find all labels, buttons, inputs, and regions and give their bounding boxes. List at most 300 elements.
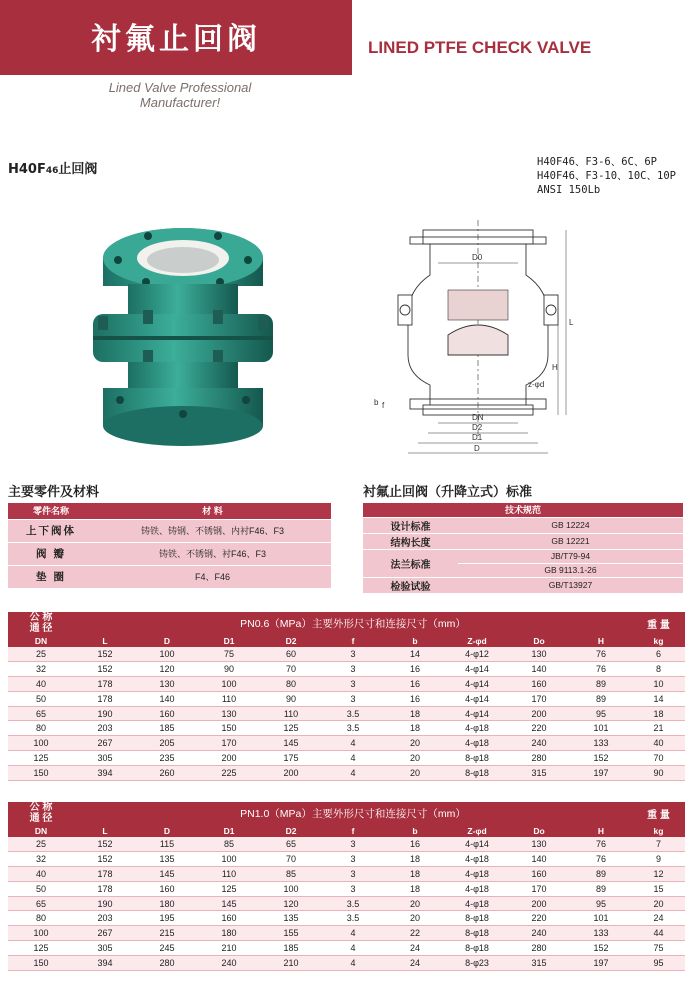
standards-heading: 衬氟止回阀（升降立式）标准 [363, 485, 533, 500]
table-cell: 3 [322, 662, 384, 677]
table-cell: 60 [260, 647, 322, 662]
table-cell: 152 [570, 941, 632, 956]
column-header: kg [632, 824, 685, 837]
table-cell: 101 [570, 911, 632, 926]
table-cell: 150 [8, 765, 74, 780]
table-cell: 152 [74, 662, 136, 677]
std-value: GB 9113.1-26 [458, 563, 683, 577]
table-cell: 8 [632, 662, 685, 677]
table-row [8, 911, 685, 926]
std-key: 法兰标准 [363, 549, 458, 577]
table-cell: 190 [74, 706, 136, 721]
table-cell: 100 [260, 881, 322, 896]
table-cell: 89 [570, 867, 632, 882]
column-header: Do [508, 824, 570, 837]
column-header: D1 [198, 634, 260, 647]
table-cell: 100 [198, 852, 260, 867]
table-cell: 8-φ18 [446, 926, 508, 941]
table-cell: 140 [508, 662, 570, 677]
table-cell: 40 [8, 677, 74, 692]
table-cell: 21 [632, 721, 685, 736]
table-cell: 3.5 [322, 911, 384, 926]
column-header: f [322, 824, 384, 837]
dimension-table-pn06 [8, 612, 685, 781]
column-header: D2 [260, 824, 322, 837]
table-cell: 25 [8, 837, 74, 852]
table-cell: 3 [322, 647, 384, 662]
table-cell: 4 [322, 955, 384, 970]
column-header: D2 [260, 634, 322, 647]
table-cell: 120 [136, 662, 198, 677]
model-title [8, 158, 97, 177]
table-cell: 65 [260, 837, 322, 852]
table-cell: 24 [384, 941, 446, 956]
std-key: 设计标准 [363, 517, 458, 533]
table-cell: 16 [384, 677, 446, 692]
table-cell: 160 [508, 677, 570, 692]
table-cell: 160 [136, 706, 198, 721]
table-cell: 44 [632, 926, 685, 941]
table-cell: 24 [632, 911, 685, 926]
dimension-table-pn10 [8, 802, 685, 971]
table-cell: 4 [322, 765, 384, 780]
column-header: b [384, 634, 446, 647]
column-header: kg [632, 634, 685, 647]
table-cell: 90 [260, 691, 322, 706]
table-cell: 20 [384, 911, 446, 926]
table-caption: PN1.0（MPa）主要外形尺寸和连接尺寸（mm） [74, 802, 632, 824]
table-cell: 160 [508, 867, 570, 882]
table-row [363, 549, 683, 563]
table-cell: 130 [508, 837, 570, 852]
table-cell: 4-φ14 [446, 837, 508, 852]
table-cell: 394 [74, 765, 136, 780]
page-title: 衬氟止回阀 [91, 22, 261, 57]
table-cell: 100 [8, 736, 74, 751]
table-cell: 9 [632, 852, 685, 867]
table-cell: 178 [74, 881, 136, 896]
column-header: L [74, 634, 136, 647]
part-name: 上下阀体 [8, 519, 94, 542]
table-cell: 203 [74, 721, 136, 736]
table-cell: 65 [8, 896, 74, 911]
column-header: Do [508, 634, 570, 647]
table-cell: 75 [198, 647, 260, 662]
table-cell: 110 [198, 867, 260, 882]
nominal-diameter-label: 公 称 通 径 [8, 612, 74, 634]
col-material: 材 料 [94, 503, 331, 519]
part-material: 铸铁、铸钢、不锈钢、内衬F46、F3 [94, 519, 331, 542]
label-b: b [374, 398, 379, 407]
table-cell: 15 [632, 881, 685, 896]
table-cell: 50 [8, 881, 74, 896]
std-value: GB 12221 [458, 533, 683, 549]
column-header: b [384, 824, 446, 837]
table-cell: 50 [8, 691, 74, 706]
table-cell: 100 [198, 677, 260, 692]
part-name: 垫 圈 [8, 565, 94, 588]
table-cell: 152 [74, 647, 136, 662]
table-cell: 4-φ14 [446, 677, 508, 692]
tagline [100, 80, 260, 110]
table-cell: 315 [508, 955, 570, 970]
table-cell: 195 [136, 911, 198, 926]
label-f: f [382, 401, 385, 410]
column-header: D1 [198, 824, 260, 837]
table-cell: 145 [198, 896, 260, 911]
table-cell: 4-φ18 [446, 736, 508, 751]
table-cell: 133 [570, 736, 632, 751]
materials-heading: 主要零件及材料 [8, 485, 100, 500]
table-cell: 260 [136, 765, 198, 780]
table-cell: 145 [260, 736, 322, 751]
table-cell: 170 [508, 691, 570, 706]
table-cell: 70 [632, 751, 685, 766]
table-cell: 10 [632, 677, 685, 692]
table-cell: 200 [198, 751, 260, 766]
table-cell: 170 [198, 736, 260, 751]
table-cell: 245 [136, 941, 198, 956]
table-cell: 235 [136, 751, 198, 766]
label-d0: D0 [472, 253, 483, 262]
table-cell: 18 [384, 881, 446, 896]
table-cell: 197 [570, 955, 632, 970]
table-cell: 7 [632, 837, 685, 852]
table-cell: 8-φ18 [446, 751, 508, 766]
table-cell: 22 [384, 926, 446, 941]
column-header: f [322, 634, 384, 647]
table-cell: 14 [384, 647, 446, 662]
table-cell: 3 [322, 837, 384, 852]
table-cell: 4 [322, 926, 384, 941]
spec-line-1: H40F46、F3-6、6C、6P [537, 156, 658, 168]
table-cell: 155 [260, 926, 322, 941]
table-cell: 200 [508, 896, 570, 911]
table-cell: 135 [260, 911, 322, 926]
table-cell: 110 [198, 691, 260, 706]
table-cell: 95 [570, 706, 632, 721]
table-cell: 145 [136, 867, 198, 882]
table-cell: 101 [570, 721, 632, 736]
label-l: L [569, 318, 574, 327]
table-row [8, 736, 685, 751]
table-cell: 20 [384, 896, 446, 911]
table-cell: 8-φ23 [446, 955, 508, 970]
table-cell: 178 [74, 677, 136, 692]
table-cell: 133 [570, 926, 632, 941]
table-row [8, 896, 685, 911]
table-cell: 14 [632, 691, 685, 706]
table-cell: 4-φ14 [446, 691, 508, 706]
label-h: H [552, 363, 558, 372]
table-cell: 80 [8, 911, 74, 926]
table-cell: 3 [322, 867, 384, 882]
table-cell: 190 [74, 896, 136, 911]
table-cell: 65 [8, 706, 74, 721]
table-cell: 32 [8, 662, 74, 677]
table-cell: 3.5 [322, 706, 384, 721]
table-cell: 4 [322, 941, 384, 956]
table-cell: 89 [570, 881, 632, 896]
spec-line-3: ANSI 150Lb [537, 184, 601, 196]
table-cell: 80 [8, 721, 74, 736]
table-cell: 3 [322, 881, 384, 896]
spec-line-2: H40F46、F3-10、10C、10P [537, 170, 676, 182]
table-cell: 150 [198, 721, 260, 736]
table-cell: 170 [508, 881, 570, 896]
tagline-line-1: Lined Valve Professional [108, 80, 252, 95]
table-cell: 200 [260, 765, 322, 780]
table-cell: 130 [136, 677, 198, 692]
table-cell: 4-φ18 [446, 852, 508, 867]
table-cell: 120 [260, 896, 322, 911]
table-cell: 85 [260, 867, 322, 882]
table-cell: 200 [508, 706, 570, 721]
table-cell: 140 [508, 852, 570, 867]
table-cell: 18 [384, 706, 446, 721]
table-cell: 130 [198, 706, 260, 721]
table-cell: 267 [74, 926, 136, 941]
table-cell: 180 [198, 926, 260, 941]
table-cell: 240 [198, 955, 260, 970]
valve-drawing [368, 215, 668, 465]
table-cell: 20 [384, 736, 446, 751]
tagline-line-2: Manufacturer! [139, 95, 221, 110]
part-material: 铸铁、不锈钢、衬F46、F3 [94, 542, 331, 565]
table-cell: 215 [136, 926, 198, 941]
table-row [8, 519, 331, 542]
table-cell: 85 [198, 837, 260, 852]
table-row [8, 837, 685, 852]
table-cell: 16 [384, 691, 446, 706]
table-cell: 220 [508, 911, 570, 926]
table-cell: 4-φ14 [446, 706, 508, 721]
std-key: 结构长度 [363, 533, 458, 549]
table-cell: 76 [570, 662, 632, 677]
table-cell: 32 [8, 852, 74, 867]
table-cell: 3.5 [322, 721, 384, 736]
table-row [8, 677, 685, 692]
table-cell: 125 [8, 751, 74, 766]
table-caption: PN0.6（MPa）主要外形尺寸和连接尺寸（mm） [74, 612, 632, 634]
table-cell: 210 [198, 941, 260, 956]
table-cell: 89 [570, 677, 632, 692]
column-header: H [570, 634, 632, 647]
table-cell: 220 [508, 721, 570, 736]
table-cell: 160 [136, 881, 198, 896]
table-cell: 152 [74, 852, 136, 867]
table-row [363, 517, 683, 533]
table-cell: 185 [260, 941, 322, 956]
table-cell: 18 [384, 721, 446, 736]
table-cell: 178 [74, 867, 136, 882]
valve-photo [88, 218, 278, 450]
table-cell: 210 [260, 955, 322, 970]
table-row [8, 662, 685, 677]
table-cell: 125 [8, 941, 74, 956]
table-row [8, 867, 685, 882]
column-header: D [136, 634, 198, 647]
table-cell: 20 [632, 896, 685, 911]
table-cell: 16 [384, 837, 446, 852]
table-cell: 240 [508, 736, 570, 751]
table-row [8, 955, 685, 970]
table-cell: 18 [384, 852, 446, 867]
table-cell: 3.5 [322, 896, 384, 911]
table-cell: 8-φ18 [446, 941, 508, 956]
weight-label: 重 量 [632, 612, 685, 634]
table-row [8, 852, 685, 867]
table-cell: 40 [8, 867, 74, 882]
table-cell: 4-φ14 [446, 662, 508, 677]
table-cell: 110 [260, 706, 322, 721]
table-cell: 100 [8, 926, 74, 941]
label-dn: DN [472, 413, 484, 422]
table-row [8, 706, 685, 721]
table-cell: 76 [570, 852, 632, 867]
table-cell: 280 [136, 955, 198, 970]
table-cell: 3 [322, 852, 384, 867]
table-cell: 305 [74, 941, 136, 956]
table-cell: 175 [260, 751, 322, 766]
table-cell: 305 [74, 751, 136, 766]
table-cell: 203 [74, 911, 136, 926]
column-header: DN [8, 634, 74, 647]
table-cell: 160 [198, 911, 260, 926]
table-cell: 18 [384, 867, 446, 882]
table-row [8, 647, 685, 662]
table-cell: 20 [384, 751, 446, 766]
table-cell: 152 [74, 837, 136, 852]
table-cell: 4-φ18 [446, 867, 508, 882]
table-row [8, 765, 685, 780]
table-cell: 95 [570, 896, 632, 911]
label-z: z-φd [528, 380, 545, 389]
materials-table [8, 503, 331, 588]
table-cell: 135 [136, 852, 198, 867]
table-row [8, 565, 331, 588]
table-cell: 8-φ18 [446, 911, 508, 926]
table-cell: 20 [384, 765, 446, 780]
table-row [8, 691, 685, 706]
column-header: DN [8, 824, 74, 837]
part-name: 阀 瓣 [8, 542, 94, 565]
table-cell: 150 [8, 955, 74, 970]
label-d1: D1 [472, 433, 483, 442]
spec-lines [537, 155, 676, 197]
col-spec: 技术规范 [363, 503, 683, 517]
column-header: D [136, 824, 198, 837]
table-row [8, 751, 685, 766]
table-cell: 89 [570, 691, 632, 706]
model-prefix: H40F [8, 162, 46, 177]
table-cell: 140 [136, 691, 198, 706]
table-row [8, 721, 685, 736]
table-cell: 90 [632, 765, 685, 780]
table-cell: 125 [260, 721, 322, 736]
table-cell: 12 [632, 867, 685, 882]
table-cell: 16 [384, 662, 446, 677]
table-cell: 18 [632, 706, 685, 721]
table-cell: 267 [74, 736, 136, 751]
col-part: 零件名称 [8, 503, 94, 519]
table-cell: 180 [136, 896, 198, 911]
table-cell: 76 [570, 837, 632, 852]
page-title-en: LINED PTFE CHECK VALVE [368, 38, 592, 57]
table-cell: 3 [322, 677, 384, 692]
table-cell: 4-φ18 [446, 896, 508, 911]
table-cell: 205 [136, 736, 198, 751]
table-cell: 70 [260, 662, 322, 677]
table-row [8, 926, 685, 941]
weight-label: 重 量 [632, 802, 685, 824]
table-cell: 115 [136, 837, 198, 852]
table-row [363, 577, 683, 593]
table-cell: 75 [632, 941, 685, 956]
table-cell: 178 [74, 691, 136, 706]
std-value: GB 12224 [458, 517, 683, 533]
table-cell: 225 [198, 765, 260, 780]
nominal-diameter-label: 公 称 通 径 [8, 802, 74, 824]
standards-table [363, 503, 683, 593]
label-d: D [474, 444, 480, 453]
column-header: Z-φd [446, 824, 508, 837]
table-cell: 8-φ18 [446, 765, 508, 780]
table-cell: 24 [384, 955, 446, 970]
table-row [8, 881, 685, 896]
table-cell: 70 [260, 852, 322, 867]
std-key: 检验试验 [363, 577, 458, 593]
table-cell: 280 [508, 751, 570, 766]
table-cell: 315 [508, 765, 570, 780]
table-cell: 4 [322, 736, 384, 751]
table-cell: 185 [136, 721, 198, 736]
table-cell: 240 [508, 926, 570, 941]
label-d2: D2 [472, 423, 483, 432]
table-cell: 152 [570, 751, 632, 766]
table-cell: 25 [8, 647, 74, 662]
std-value: GB/T13927 [458, 577, 683, 593]
table-cell: 4-φ12 [446, 647, 508, 662]
table-cell: 4-φ18 [446, 721, 508, 736]
column-header: H [570, 824, 632, 837]
table-cell: 125 [198, 881, 260, 896]
table-cell: 6 [632, 647, 685, 662]
table-cell: 280 [508, 941, 570, 956]
column-header: L [74, 824, 136, 837]
table-row [8, 941, 685, 956]
std-value: JB/T79-94 [458, 549, 683, 563]
table-cell: 80 [260, 677, 322, 692]
table-cell: 90 [198, 662, 260, 677]
table-cell: 95 [632, 955, 685, 970]
table-cell: 40 [632, 736, 685, 751]
part-material: F4、F46 [94, 565, 331, 588]
column-header: Z-φd [446, 634, 508, 647]
model-sub: 46 [45, 166, 59, 176]
table-row [363, 533, 683, 549]
table-cell: 130 [508, 647, 570, 662]
table-cell: 100 [136, 647, 198, 662]
table-cell: 4-φ18 [446, 881, 508, 896]
table-row [8, 542, 331, 565]
table-cell: 197 [570, 765, 632, 780]
table-cell: 3 [322, 691, 384, 706]
table-cell: 4 [322, 751, 384, 766]
model-suffix: 止回阀 [58, 162, 98, 177]
table-cell: 76 [570, 647, 632, 662]
table-cell: 394 [74, 955, 136, 970]
